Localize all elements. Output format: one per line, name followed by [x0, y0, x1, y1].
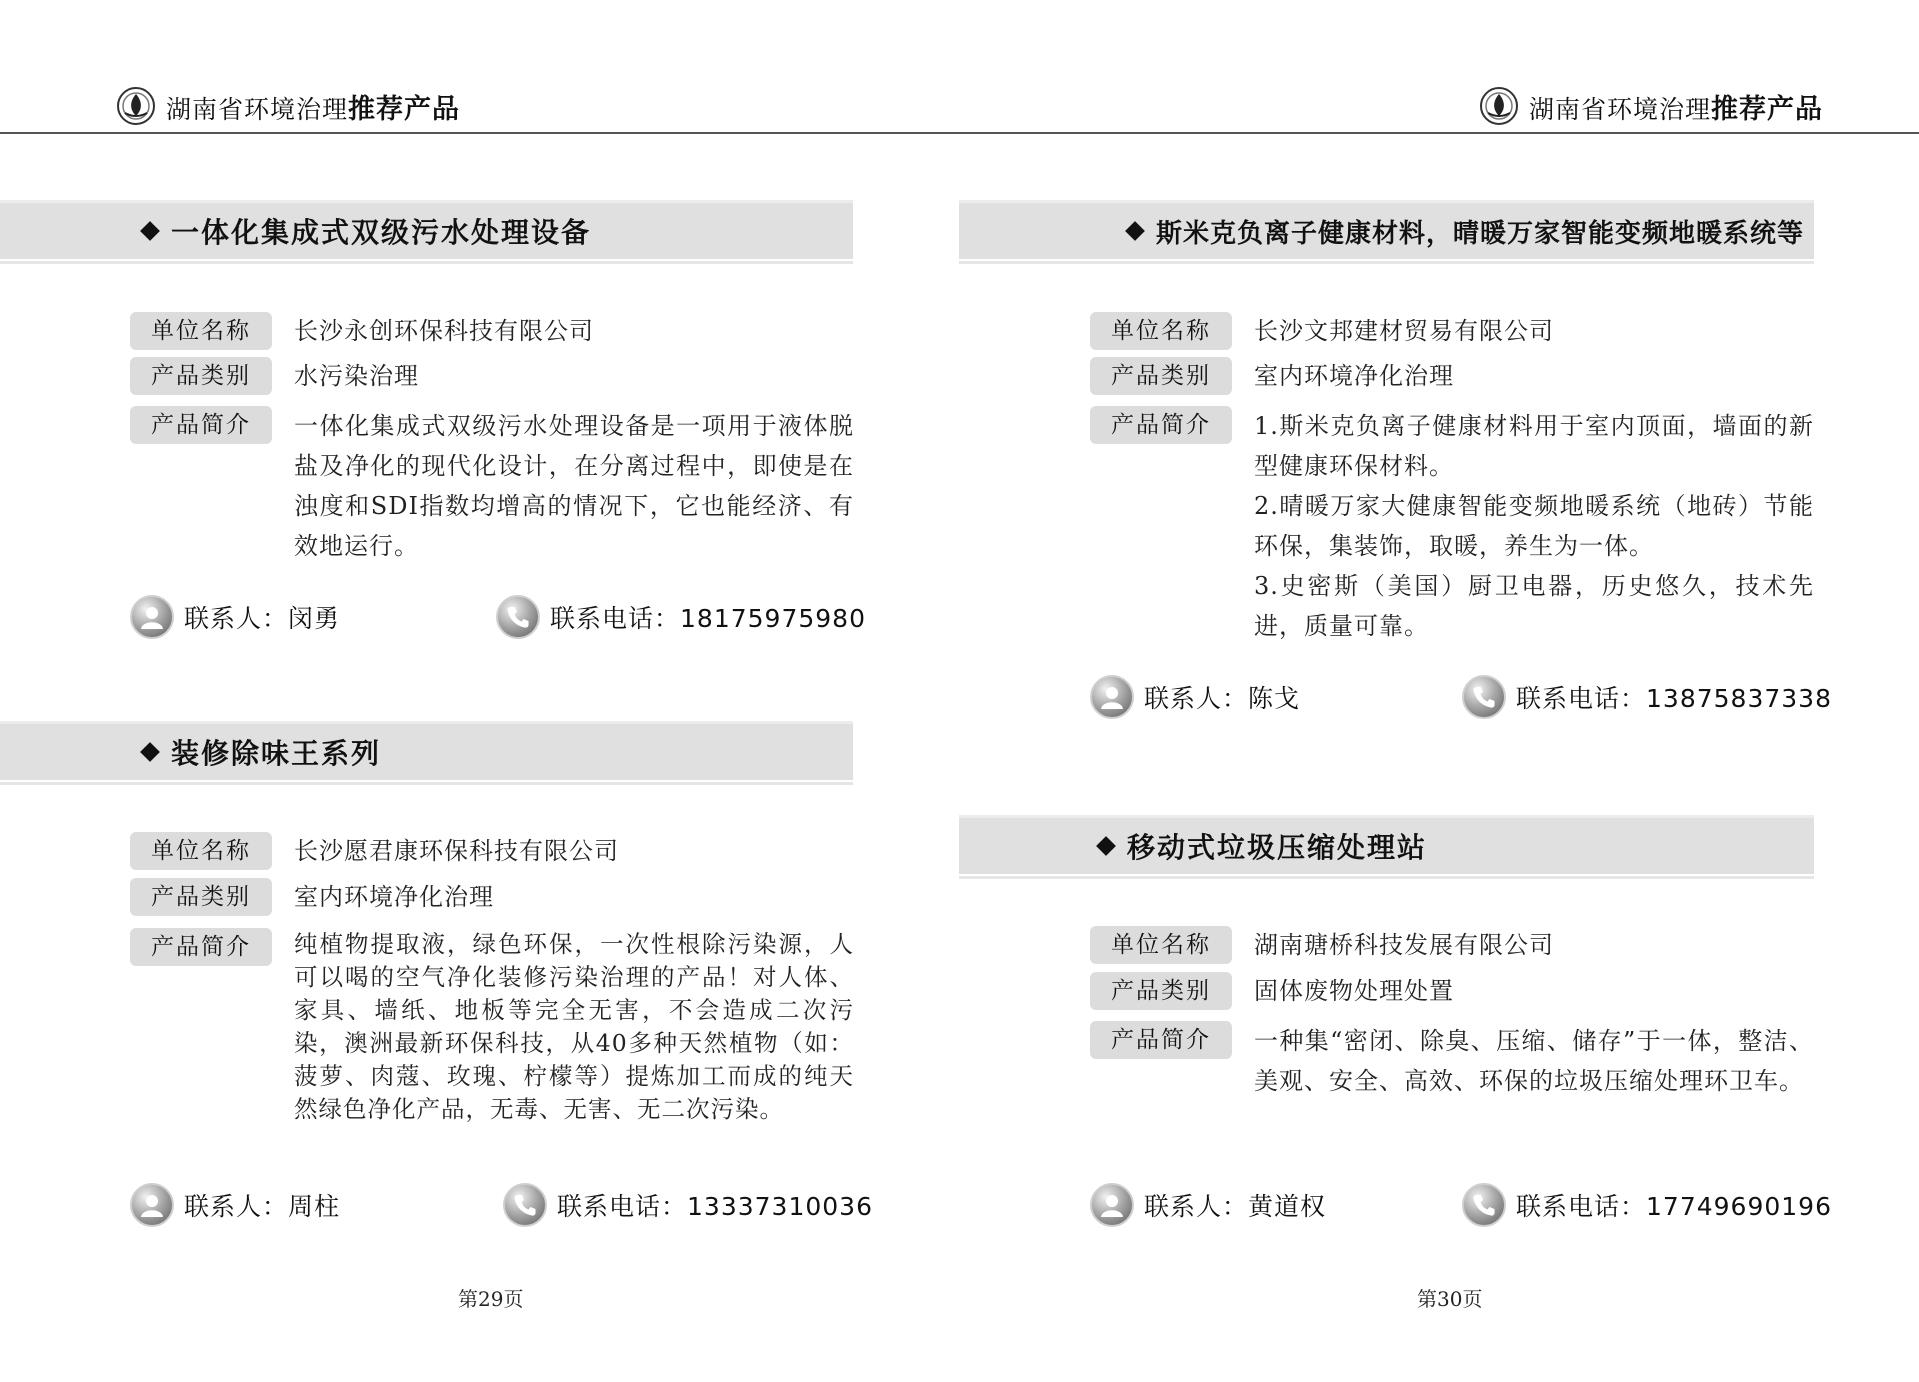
intro-item: 2.晴暖万家大健康智能变频地暖系统（地砖）节能环保，集装饰，取暖，养生为一体。	[1254, 492, 1814, 560]
company-label: 单位名称	[130, 832, 272, 870]
page-header	[1479, 86, 1823, 126]
intro-row	[130, 928, 856, 1126]
section-title-band	[959, 200, 1814, 261]
company-row	[1090, 926, 1816, 964]
company-value: 长沙愿君康环保科技有限公司	[294, 837, 619, 865]
section-title: 一体化集成式双级污水处理设备	[171, 216, 592, 249]
intro-label: 产品简介	[1090, 1021, 1232, 1059]
contact-phone: 联系电话：18175975980	[496, 595, 866, 639]
contact-name: 周柱	[288, 1192, 341, 1221]
diamond-bullet-icon	[140, 221, 160, 241]
phone-icon	[1462, 1183, 1506, 1227]
company-value: 湖南瑭桥科技发展有限公司	[1254, 931, 1554, 959]
intro-label: 产品简介	[130, 928, 272, 966]
section-title: 斯米克负离子健康材料，晴暖万家智能变频地暖系统等	[1155, 218, 1804, 249]
contact-phone: 联系电话：17749690196	[1462, 1183, 1832, 1227]
phone-number: 13875837338	[1646, 684, 1832, 713]
phone-icon	[1462, 675, 1506, 719]
contact-person: 联系人：陈戈	[1090, 675, 1300, 719]
phone-icon	[503, 1183, 547, 1227]
phone-number: 13337310036	[687, 1192, 873, 1221]
page-number: 第30页	[1417, 1287, 1483, 1311]
category-label: 产品类别	[1090, 972, 1232, 1010]
logo-icon	[116, 86, 156, 126]
header-rule	[959, 132, 1919, 134]
section-title: 装修除味王系列	[171, 737, 382, 770]
diamond-bullet-icon	[1096, 836, 1116, 856]
person-icon	[1090, 1183, 1134, 1227]
contact-phone: 联系电话：13337310036	[503, 1183, 873, 1227]
company-row	[1090, 312, 1816, 350]
category-label: 产品类别	[130, 878, 272, 916]
right-page	[959, 0, 1919, 1382]
intro-label: 产品简介	[1090, 406, 1232, 444]
category-row	[130, 878, 856, 916]
phone-icon	[496, 595, 540, 639]
contact-name: 闵勇	[288, 604, 341, 633]
category-label: 产品类别	[130, 357, 272, 395]
category-label: 产品类别	[1090, 357, 1232, 395]
page-number: 第29页	[458, 1287, 524, 1311]
company-row	[130, 832, 856, 870]
category-row	[1090, 972, 1816, 1010]
phone-number: 18175975980	[680, 604, 866, 633]
contact-person: 联系人：黄道权	[1090, 1183, 1326, 1227]
company-value: 长沙文邦建材贸易有限公司	[1254, 317, 1554, 345]
person-icon	[1090, 675, 1134, 719]
company-value: 长沙永创环保科技有限公司	[294, 317, 594, 345]
left-page	[0, 0, 959, 1382]
header-title: 湖南省环境治理推荐产品	[166, 93, 461, 125]
company-label: 单位名称	[130, 312, 272, 350]
intro-text	[1254, 406, 1814, 646]
intro-item: 3.史密斯（美国）厨卫电器，历史悠久，技术先进，质量可靠。	[1254, 572, 1814, 640]
contact-person: 联系人：周柱	[130, 1183, 340, 1227]
intro-text: 一种集“密闭、除臭、压缩、储存”于一体，整洁、美观、安全、高效、环保的垃圾压缩处理环卫车。	[1254, 1027, 1814, 1095]
intro-row	[1090, 1021, 1816, 1101]
person-icon	[130, 595, 174, 639]
section-title-band	[0, 721, 853, 782]
intro-text: 一体化集成式双级污水处理设备是一项用于液体脱盐及净化的现代化设计，在分离过程中，即使是在浊度和SDI指数均增高的情况下，它也能经济、有效地运行。	[294, 412, 854, 560]
intro-text: 纯植物提取液，绿色环保，一次性根除污染源，人可以喝的空气净化装修污染治理的产品！对人体、家具、墙纸、地板等完全无害，不会造成二次污染，澳洲最新环保科技，从40多种天然植物（如：菠萝、肉蔻、玫瑰、柠檬等）提炼加工而成的纯天然绿色净化产品，无毒、无害、无二次污染。	[294, 930, 854, 1123]
contact-person: 联系人：闵勇	[130, 595, 340, 639]
company-label: 单位名称	[1090, 926, 1232, 964]
intro-row	[130, 406, 856, 566]
contact-phone: 联系电话：13875837338	[1462, 675, 1832, 719]
header-rule	[0, 132, 959, 134]
phone-number: 17749690196	[1646, 1192, 1832, 1221]
logo-icon	[1479, 86, 1519, 126]
company-row	[130, 312, 856, 350]
section-title: 移动式垃圾压缩处理站	[1127, 831, 1428, 864]
category-row	[1090, 357, 1816, 395]
header-title: 湖南省环境治理推荐产品	[1529, 93, 1824, 125]
category-value: 水污染治理	[294, 362, 419, 390]
section-title-band	[0, 200, 853, 261]
contact-name: 陈戈	[1248, 684, 1301, 713]
category-row	[130, 357, 856, 395]
page-header	[116, 86, 460, 126]
category-value: 室内环境净化治理	[1254, 362, 1454, 390]
intro-row	[1090, 406, 1816, 646]
contact-name: 黄道权	[1248, 1192, 1327, 1221]
category-value: 室内环境净化治理	[294, 883, 494, 911]
intro-item: 1.斯米克负离子健康材料用于室内顶面，墙面的新型健康环保材料。	[1254, 412, 1814, 480]
diamond-bullet-icon	[1125, 221, 1145, 241]
category-value: 固体废物处理处置	[1254, 977, 1454, 1005]
person-icon	[130, 1183, 174, 1227]
intro-label: 产品简介	[130, 406, 272, 444]
company-label: 单位名称	[1090, 312, 1232, 350]
diamond-bullet-icon	[140, 742, 160, 762]
section-title-band	[959, 815, 1814, 876]
